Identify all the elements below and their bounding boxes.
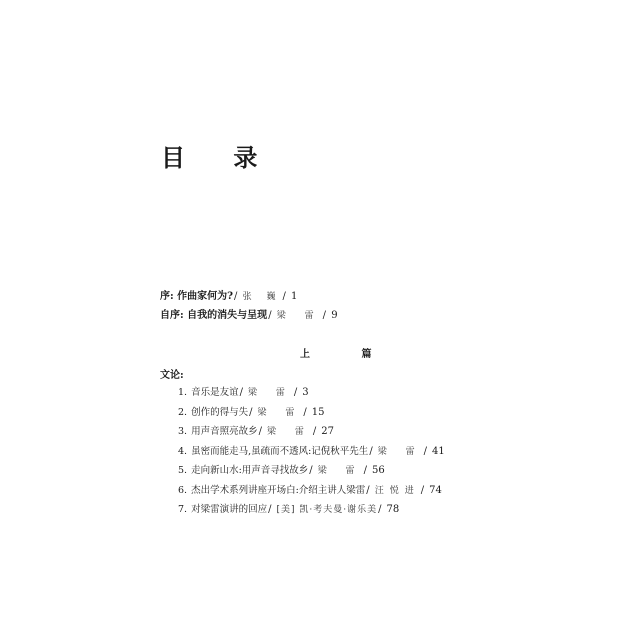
entry-title: 序: 作曲家何为? <box>160 291 234 302</box>
separator: / <box>322 310 326 321</box>
preface-list <box>160 287 338 325</box>
entry-author: 梁 雷 <box>257 407 303 418</box>
entry-page-number: 1 <box>291 291 298 302</box>
entry-page-number: 27 <box>321 426 335 437</box>
entry-page-number: 56 <box>371 465 385 476</box>
toc-entry-chapter[interactable] <box>178 442 445 462</box>
separator: / <box>282 291 286 302</box>
separator: / <box>363 465 367 476</box>
chapter-number: 4. <box>178 445 188 457</box>
chapter-number: 6. <box>178 484 188 496</box>
separator: / <box>312 426 317 437</box>
separator: / <box>258 426 262 437</box>
category-label: 文论: <box>160 370 184 381</box>
toc-entry-chapter[interactable] <box>178 481 445 501</box>
entry-title: 虽密而能走马,虽疏而不透风:记倪秋平先生 <box>191 445 369 457</box>
entry-page-number: 3 <box>302 387 309 398</box>
entry-title: 创作的得与失 <box>191 406 249 418</box>
entry-page-number: 9 <box>331 310 338 321</box>
separator: / <box>423 445 427 457</box>
separator: / <box>268 310 272 321</box>
toc-entry-chapter[interactable] <box>178 383 445 403</box>
entry-page-number: 15 <box>311 406 325 418</box>
separator: / <box>309 465 313 476</box>
chapter-number: 2. <box>178 406 188 418</box>
separator: / <box>239 387 243 398</box>
entry-page-number: 78 <box>386 504 400 515</box>
page-title: 目 录 <box>161 144 278 172</box>
entry-title: 用声音照亮故乡 <box>191 426 258 437</box>
toc-entry-author-preface[interactable] <box>160 306 338 325</box>
entry-author: 梁 雷 <box>276 311 322 321</box>
chapter-number: 1. <box>178 387 188 398</box>
separator: / <box>378 504 382 515</box>
entry-author: [美] 凯·考夫曼·谢乐美 <box>276 505 378 515</box>
entry-title: 音乐是友谊 <box>191 387 239 398</box>
section-heading: 上 篇 <box>300 349 396 360</box>
entry-author: 梁 雷 <box>377 446 423 457</box>
chapter-number: 3. <box>178 426 188 437</box>
separator: / <box>420 484 425 496</box>
toc-entry-chapter[interactable] <box>178 461 445 481</box>
separator: / <box>249 406 253 418</box>
entry-author: 汪悦进 <box>374 485 420 496</box>
entry-author: 梁 雷 <box>317 466 363 476</box>
entry-author: 张 巍 <box>242 292 282 302</box>
entry-author: 梁 雷 <box>267 427 312 437</box>
separator: / <box>293 387 298 398</box>
chapter-number: 5. <box>178 465 188 476</box>
toc-entry-chapter[interactable] <box>178 500 445 520</box>
separator: / <box>366 484 370 496</box>
separator: / <box>268 504 272 515</box>
toc-entry-chapter[interactable] <box>178 422 445 442</box>
separator: / <box>303 406 307 418</box>
entry-page-number: 41 <box>432 445 445 457</box>
chapter-list <box>178 383 445 520</box>
separator: / <box>369 445 373 457</box>
entry-title: 杰出学术系列讲座开场白:介绍主讲人梁雷 <box>191 484 366 496</box>
chapter-number: 7. <box>178 504 188 515</box>
separator: / <box>234 291 238 302</box>
entry-title: 走向新山水:用声音寻找故乡 <box>191 465 309 476</box>
entry-page-number: 74 <box>429 484 442 496</box>
entry-author: 梁 雷 <box>248 388 293 398</box>
entry-title: 对梁雷演讲的回应 <box>191 504 268 515</box>
toc-entry-preface[interactable] <box>160 287 338 306</box>
toc-entry-chapter[interactable] <box>178 403 445 423</box>
entry-title: 自序: 自我的消失与呈现 <box>160 310 268 321</box>
